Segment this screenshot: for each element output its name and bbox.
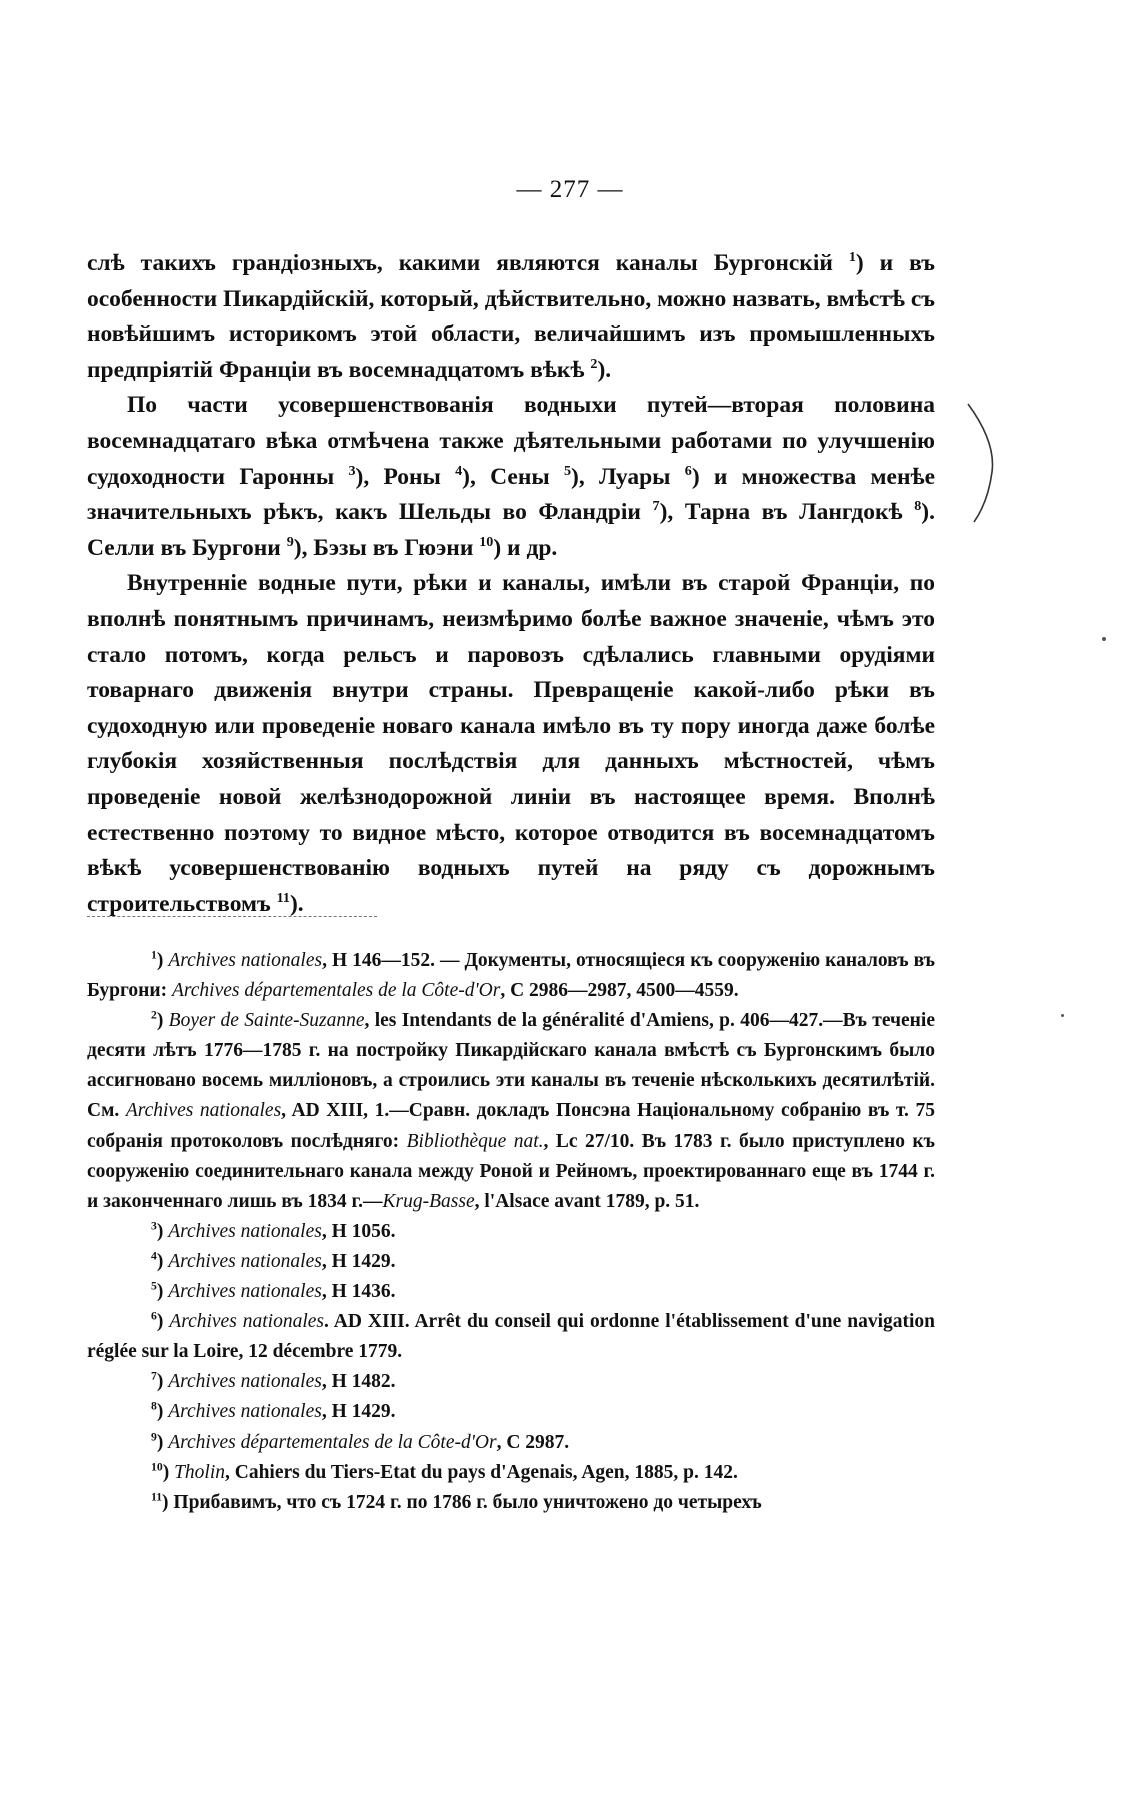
footnote-10: $^{10}$) Tholin, Cahiers du Tiers-Etat du pays d'Agenais, Agen, 1885, p. 142.	[151, 1460, 738, 1483]
footnote-ref: 8	[914, 498, 922, 515]
footnotes	[87, 946, 935, 1518]
footnote-ref: 1	[848, 249, 856, 266]
paragraph-3: Внутренніе водные пути, рѣки и каналы, имѣли въ старой Франціи, по вполнѣ понятнымъ причинамъ, неизмѣримо болѣе важное значеніе, чѣмъ это стало потомъ, когда рельсъ и паровозъ сдѣлались главными орудіями товарнаго движенія внутри страны. Превращеніе какой-либо рѣки въ судоходную или проведеніе новаго канала имѣло въ ту пору иногда даже болѣе глубокія хозяйственныя послѣдствія для данныхъ мѣстностей, чѣмъ проведеніе новой желѣзнодорожной линіи въ настоящее время. Вполнѣ естественно поэтому то видное мѣсто, которое отводится въ восемнадцатомъ вѣкѣ усовершенствованію водныхъ путей на ряду съ дорожнымъ строительствомъ $^{11}$).	[87, 570, 935, 917]
footnote-number: 6	[151, 1309, 157, 1323]
footnote-7: $^7$) Archives nationales, H 1482.	[151, 1369, 396, 1393]
footnote-text: , C 2986—2987, 4500—4559.	[500, 980, 739, 1002]
page-number: — 277 —	[516, 176, 624, 203]
footnote-text: , H 146—152. — Документы, относящіеся къ сооруженію каналовъ въ Бургони:	[87, 950, 936, 1002]
citation-title: Boyer de Sainte-Suzanne	[168, 1010, 365, 1032]
footnote-ref: 5	[563, 462, 572, 479]
citation-title: Krug-Basse	[382, 1190, 475, 1212]
footnote-ref: 4	[455, 462, 463, 479]
footnote-9: $^9$) Archives départementales de la Côte-d'Or, C 2987.	[151, 1430, 570, 1453]
footnote-number: 7	[151, 1369, 157, 1383]
footnote-number: 4	[151, 1249, 157, 1263]
footnote-number: 11	[151, 1490, 163, 1504]
citation-title: Archives nationales	[125, 1100, 282, 1122]
citation-title: Archives nationales	[168, 950, 323, 971]
citation-title: Archives départementales de la Côte-d'Or	[168, 1431, 497, 1453]
footnote-number: 3	[151, 1219, 157, 1233]
footnote-number: 5	[151, 1279, 157, 1293]
footnote-ref: 7	[652, 498, 660, 515]
citation-title: Archives nationales	[168, 1371, 322, 1393]
footnote-number: 1	[151, 948, 157, 962]
footnote-text: , AD XIII, 1.—Сравн. докладъ Понсэна Національному собранію въ т. 75 собранія протоколовъ послѣдняго:	[87, 1100, 935, 1152]
footnote-ref: 10	[479, 533, 494, 550]
footnote-separator	[87, 916, 377, 917]
footnote-number: 2	[151, 1008, 157, 1022]
footnote-text: Прибавимъ, что съ 1724 г. по 1786 г. было уничтожено до четырехъ	[173, 1491, 762, 1513]
footnote-text: , H 1429.	[321, 1401, 396, 1423]
footnote-number: 9	[151, 1430, 157, 1443]
footnote-text: , Cahiers du Tiers-Etat du pays d'Agenais, Agen, 1885, p. 142.	[225, 1461, 738, 1483]
footnote-2: $^2$) Boyer de Sainte-Suzanne, les Intendants de la généralité d'Amiens, p. 406—427.—Въ теченіе десяти лѣтъ 1776—1785 г. на постройку Пикардійскаго канала вмѣстѣ съ Бургонскимъ было ассигновано восемь милліоновъ, а строились эти каналы въ теченіе нѣсколькихъ десятилѣтій. См. Archives nationales, AD XIII, 1.—Сравн. докладъ Понсэна Національному собранію въ т. 75 собранія протоколовъ послѣдняго: Bibliothèque nat., Lc 27/10. Въ 1783 г. было приступлено къ сооруженію соединительнаго канала между Роной и Рейномъ, проектированнаго еще въ 1744 г. и законченнаго лишь въ 1834 г.—Krug-Basse, l'Alsace avant 1789, p. 51.	[87, 1008, 935, 1212]
citation-title: Archives nationales	[168, 1401, 322, 1423]
citation-title: Archives nationales	[168, 1220, 322, 1242]
footnote-text: , C 2987.	[496, 1431, 570, 1453]
citation-title: Bibliothèque nat.	[406, 1130, 544, 1152]
footnote-1: $^1$) Archives nationales, H 146—152. — Документы, относящіеся къ сооруженію каналовъ въ Бургони: Archives départementales de la Côte-d'Or, C 2986—2987, 4500—4559.	[87, 948, 936, 1002]
paragraph-1: слѣ такихъ грандіозныхъ, какими являются каналы Бургонскій $^1$) и въ особенности Пикардійскій, который, дѣйствительно, можно назвать, вмѣстѣ съ новѣйшимъ историкомъ этой области, величайшимъ изъ промышленныхъ предпріятій Франціи въ восемнадцатомъ вѣкѣ $^2$).	[87, 249, 935, 383]
footnote-text: , H 1482.	[321, 1371, 396, 1393]
footnote-ref: 9	[286, 533, 294, 550]
footnote-text: , H 1436.	[321, 1281, 396, 1303]
footnote-text: , les Intendants de la généralité d'Amiens, p. 406—427.—Въ теченіе десяти лѣтъ 1776—1785 г. на постройку Пикардійскаго канала вмѣстѣ съ Бургонскимъ было ассигновано восемь милліоновъ, а строились эти каналы въ теченіе нѣсколькихъ десятилѣтій. См.	[87, 1010, 935, 1122]
footnote-ref: 2	[590, 355, 598, 372]
scan-speck	[1061, 1014, 1064, 1017]
footnote-3: $^3$) Archives nationales, H 1056.	[151, 1219, 396, 1242]
paragraph-2: По части усовершенствованія водныхи путей—вторая половина восемнадцатаго вѣка отмѣчена также дѣятельными работами по улучшенію судоходности Гаронны $^3$), Роны $^4$), Сены $^5$), Луары $^6$) и множества менѣе значительныхъ рѣкъ, какъ Шельды во Фландріи $^7$), Тарна въ Лангдокѣ $^8$). Селли въ Бургони $^9$), Бэзы въ Гюэни $^{10}$) и др.	[87, 392, 936, 561]
main-text	[87, 246, 935, 922]
footnote-ref: 6	[684, 462, 692, 479]
footnote-text: , H 1429.	[321, 1250, 396, 1272]
footnote-ref: 3	[348, 462, 356, 479]
footnote-4: $^4$) Archives nationales, H 1429.	[151, 1249, 396, 1272]
footnote-ref: 11	[276, 889, 290, 906]
footnote-8: $^8$) Archives nationales, H 1429.	[151, 1399, 396, 1423]
footnote-number: 10	[151, 1460, 163, 1474]
footnote-5: $^5$) Archives nationales, H 1436.	[151, 1279, 396, 1303]
citation-title: Archives nationales	[168, 1250, 322, 1272]
scan-speck	[1102, 637, 1106, 641]
footnote-text: , l'Alsace avant 1789, p. 51.	[474, 1190, 700, 1212]
margin-pencil-bracket	[966, 402, 1000, 524]
footnote-6: $^6$) Archives nationales. AD XIII. Arrêt du conseil qui ordonne l'établissement d'une navigation réglée sur la Loire, 12 décembre 1779.	[87, 1309, 936, 1363]
citation-title: Tholin	[174, 1461, 225, 1483]
footnote-number: 8	[151, 1399, 157, 1413]
footnote-11: $^{11}$) Прибавимъ, что съ 1724 г. по 1786 г. было уничтожено до четырехъ	[151, 1490, 762, 1513]
footnote-text: , H 1056.	[321, 1220, 396, 1242]
citation-title: Archives nationales	[169, 1311, 324, 1333]
footnote-text: , Lc 27/10. Въ 1783 г. было приступлено къ сооруженію соединительнаго канала между Роной и Рейномъ, проектированнаго еще въ 1744 г. и законченнаго лишь въ 1834 г.—	[87, 1130, 935, 1212]
citation-title: Archives départementales de la Côte-d'Or	[171, 980, 501, 1002]
footnote-text: . AD XIII. Arrêt du conseil qui ordonne l'établissement d'une navigation réglée sur la Loire, 12 décembre 1779.	[87, 1311, 936, 1363]
citation-title: Archives nationales	[168, 1281, 322, 1303]
